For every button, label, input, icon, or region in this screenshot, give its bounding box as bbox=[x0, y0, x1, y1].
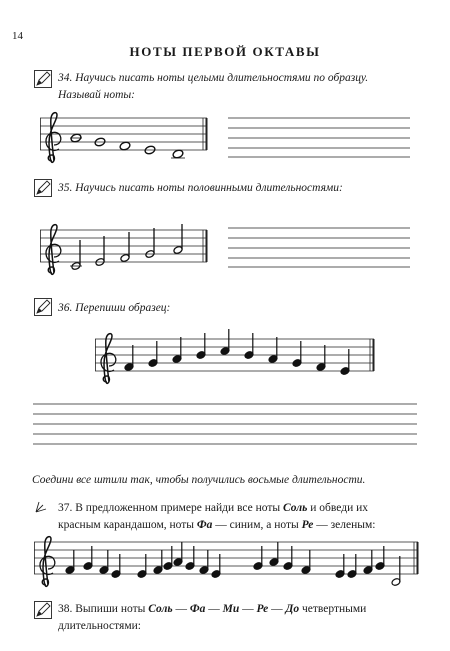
pencil-icon bbox=[34, 179, 52, 197]
pencil-icon bbox=[34, 70, 52, 88]
exercise-35-text: 35. Научись писать ноты половинными длительностями: bbox=[58, 182, 343, 194]
exercise-38-text bbox=[58, 601, 410, 635]
page-number: 14 bbox=[12, 30, 23, 42]
dash: — bbox=[239, 603, 257, 615]
treble-clef-icon bbox=[40, 537, 55, 587]
staff-37-example bbox=[34, 537, 419, 589]
exercise-37-text bbox=[58, 500, 410, 534]
note-sol-word: Соль bbox=[148, 603, 173, 615]
treble-clef-icon bbox=[101, 334, 116, 384]
note-re-word: Ре bbox=[301, 519, 314, 531]
dash: — bbox=[172, 603, 190, 615]
staff-36-blank[interactable] bbox=[33, 402, 417, 448]
note-fa-word: Фа bbox=[196, 519, 213, 531]
exercise-38-suffix: четвертными длительностями: bbox=[58, 603, 367, 632]
note-fa-word: Фа bbox=[189, 603, 206, 615]
exercise-36-text: 36. Перепиши образец: bbox=[58, 302, 171, 314]
exercise-38-prefix: 38. Выпиши ноты bbox=[58, 603, 149, 615]
instruction-text: Соедини все штили так, чтобы получились восьмые длительности. bbox=[32, 474, 366, 486]
dash: — bbox=[268, 603, 286, 615]
staff-35-sample bbox=[40, 225, 208, 280]
treble-clef-icon bbox=[46, 225, 61, 275]
exercise-34-text: 34. Научись писать ноты целыми длительностями по образцу. Называй ноты: bbox=[58, 72, 369, 101]
note-re-word: Ре bbox=[256, 603, 269, 615]
page-title: НОТЫ ПЕРВОЙ ОКТАВЫ bbox=[129, 44, 321, 59]
staff-34-blank[interactable] bbox=[228, 116, 410, 158]
note-do-word: До bbox=[285, 603, 300, 615]
exercise-37-suffix: — зеленым: bbox=[313, 519, 376, 531]
exercise-37-prefix: 37. В предложенном примере найди все ноты bbox=[58, 502, 284, 514]
pencil-icon bbox=[34, 601, 52, 619]
staff-35-blank[interactable] bbox=[228, 226, 410, 268]
exercise-37-mid1: и обведи их красным карандашом, ноты bbox=[58, 502, 369, 531]
staff-34-sample bbox=[40, 113, 208, 173]
pencil-icon bbox=[34, 298, 52, 316]
staff-36-sample bbox=[95, 334, 375, 386]
dash: — bbox=[205, 603, 223, 615]
treble-clef-icon bbox=[46, 113, 61, 163]
exercise-37-mid2: — синим, а ноты bbox=[212, 519, 302, 531]
note-mi-word: Ми bbox=[222, 603, 240, 615]
brush-icon bbox=[34, 498, 52, 516]
note-sol-word: Соль bbox=[283, 502, 308, 514]
